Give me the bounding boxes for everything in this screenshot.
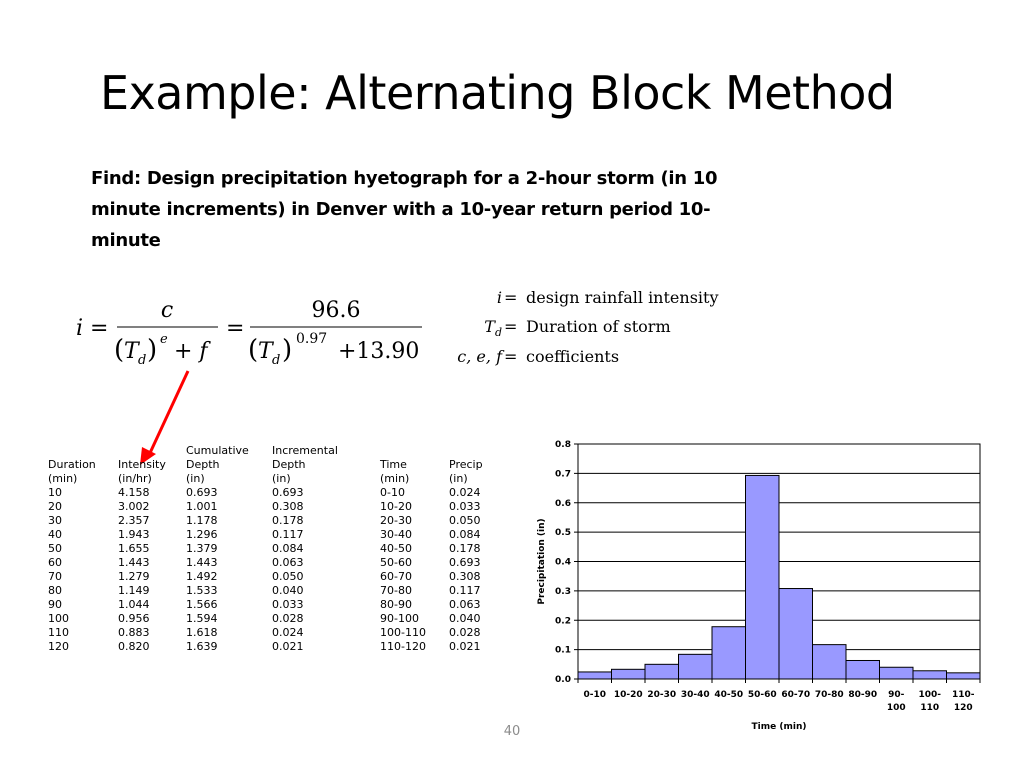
table-cell: 0.117 <box>272 528 304 541</box>
table-header-cell: Precip <box>449 458 483 471</box>
table-cell: 0.063 <box>272 556 304 569</box>
eq-exponent-e: e <box>160 332 168 347</box>
table-cell: 10 <box>48 486 62 499</box>
bar <box>712 627 746 679</box>
table-cell: 0-10 <box>380 486 405 499</box>
table-cell: 0.693 <box>272 486 304 499</box>
x-tick-label: 20-30 <box>647 690 677 700</box>
table-cell: 0.033 <box>449 500 481 513</box>
table-column-precip <box>449 444 483 654</box>
table-cell: 0.024 <box>449 486 481 499</box>
x-tick-label: 50-60 <box>747 690 777 700</box>
table-header-cell <box>118 444 166 458</box>
arrow-shaft <box>150 371 188 453</box>
table-header-cell <box>380 444 426 458</box>
table-header-cell: Intensity <box>118 458 166 471</box>
bar <box>913 671 947 679</box>
table-cell: 3.002 <box>118 500 150 513</box>
definition-row <box>440 317 760 341</box>
table-cell: 0.820 <box>118 640 150 653</box>
y-axis-title: Precipitation (in) <box>537 518 547 605</box>
table-cell: 0.308 <box>272 500 304 513</box>
table-column-incremental-depth <box>272 444 338 654</box>
table-cell: 0.021 <box>272 640 304 653</box>
table-cell: 0.693 <box>186 486 218 499</box>
table-header-cell <box>449 444 483 458</box>
x-tick-label: 90- <box>888 690 905 700</box>
table-header-cell: (min) <box>48 472 78 485</box>
table-cell: 50-60 <box>380 556 412 569</box>
table-cell: 1.639 <box>186 640 218 653</box>
x-tick-label: 110 <box>920 703 940 713</box>
eq-equals-1: = <box>90 316 109 341</box>
bar <box>578 672 612 679</box>
table-cell: 1.296 <box>186 528 218 541</box>
table-cell: 0.308 <box>449 570 481 583</box>
table-cell: 2.357 <box>118 514 150 527</box>
table-header-cell: Incremental <box>272 444 338 457</box>
eq-td-1: T <box>124 339 139 364</box>
table-cell: 80 <box>48 584 62 597</box>
bar <box>679 654 713 679</box>
x-tick-label: 0-10 <box>583 690 607 700</box>
table-cell: 1.594 <box>186 612 218 625</box>
definition-symbol: i <box>496 288 502 307</box>
eq-numerator-c: c <box>160 298 174 323</box>
table-cell: 10-20 <box>380 500 412 513</box>
definition-equals: = <box>504 288 518 307</box>
definition-row <box>440 347 760 371</box>
definition-symbol: c, e, f <box>457 347 502 366</box>
table-cell: 1.379 <box>186 542 218 555</box>
table-header-cell: Depth <box>272 458 306 471</box>
y-tick-label: 0.3 <box>555 586 571 597</box>
eq-exponent-097: 0.97 <box>296 331 328 347</box>
table-cell: 1.533 <box>186 584 218 597</box>
table-cell: 1.279 <box>118 570 150 583</box>
table-cell: 0.883 <box>118 626 150 639</box>
y-tick-label: 0.1 <box>555 645 571 656</box>
table-cell: 1.443 <box>186 556 218 569</box>
definition-symbol <box>484 317 502 339</box>
bar <box>813 645 847 679</box>
table-header-cell: Cumulative <box>186 444 249 457</box>
eq-lhs-i: i <box>76 316 84 341</box>
eq-paren-open-1: ( <box>114 335 125 365</box>
table-cell: 30 <box>48 514 62 527</box>
x-tick-label: 110- <box>951 690 975 700</box>
table-cell: 0.028 <box>449 626 481 639</box>
x-tick-label: 30-40 <box>680 690 710 700</box>
table-header-cell <box>48 444 96 458</box>
eq-td-sub-2: d <box>272 353 281 368</box>
table-cell: 0.956 <box>118 612 150 625</box>
table-cell: 0.693 <box>449 556 481 569</box>
y-tick-label: 0.7 <box>555 469 571 480</box>
eq-plus-constant: +13.90 <box>338 339 420 364</box>
bar <box>746 475 780 679</box>
table-cell: 0.084 <box>272 542 304 555</box>
x-tick-label: 10-20 <box>613 690 643 700</box>
table-cell: 1.149 <box>118 584 150 597</box>
x-tick-label: 60-70 <box>781 690 811 700</box>
table-header-cell: (min) <box>380 472 410 485</box>
table-cell: 0.178 <box>449 542 481 555</box>
table-header-cell: (in/hr) <box>118 472 152 485</box>
definition-symbol-sub: d <box>494 326 502 340</box>
table-cell: 60 <box>48 556 62 569</box>
definition-text: coefficients <box>526 347 620 366</box>
table-cell: 110 <box>48 626 69 639</box>
y-tick-label: 0.2 <box>555 616 571 627</box>
x-tick-label: 100 <box>886 703 906 713</box>
table-cell: 30-40 <box>380 528 412 541</box>
eq-paren-close-2: ) <box>282 335 293 365</box>
y-tick-label: 0.0 <box>555 675 571 685</box>
table-cell: 0.033 <box>272 598 304 611</box>
table-cell: 40 <box>48 528 62 541</box>
y-tick-label: 0.4 <box>555 557 571 568</box>
table-header-cell: (in) <box>272 472 291 485</box>
bar <box>645 664 679 679</box>
table-header-cell: Time <box>380 458 407 471</box>
intensity-equation <box>70 290 440 370</box>
table-cell: 70-80 <box>380 584 412 597</box>
y-tick-label: 0.5 <box>555 528 571 539</box>
table-cell: 50 <box>48 542 62 555</box>
hyetograph-chart <box>530 436 990 736</box>
table-column-time <box>380 444 426 654</box>
table-cell: 1.655 <box>118 542 150 555</box>
x-axis-title: Time (min) <box>751 722 807 732</box>
slide-title: Example: Alternating Block Method <box>100 66 895 120</box>
table-cell: 0.050 <box>449 514 481 527</box>
bar <box>779 589 813 679</box>
table-cell: 0.117 <box>449 584 481 597</box>
bar <box>880 667 914 679</box>
table-cell: 0.040 <box>449 612 481 625</box>
table-column-duration <box>48 444 96 654</box>
table-cell: 0.178 <box>272 514 304 527</box>
table-column-cumulative-depth <box>186 444 249 654</box>
eq-td-2: T <box>258 339 273 364</box>
definition-row <box>440 288 760 312</box>
definition-text: design rainfall intensity <box>526 288 719 307</box>
table-header-cell: Duration <box>48 458 96 471</box>
eq-paren-open-2: ( <box>248 335 259 365</box>
table-cell: 1.178 <box>186 514 218 527</box>
x-tick-label: 70-80 <box>814 690 844 700</box>
table-cell: 1.492 <box>186 570 218 583</box>
bar <box>612 669 646 679</box>
table-header-cell: (in) <box>449 472 468 485</box>
table-cell: 0.063 <box>449 598 481 611</box>
table-cell: 100 <box>48 612 69 625</box>
definition-equals: = <box>504 317 518 336</box>
table-cell: 0.024 <box>272 626 304 639</box>
table-cell: 0.028 <box>272 612 304 625</box>
bar <box>947 673 981 679</box>
definition-text: Duration of storm <box>526 317 671 336</box>
x-tick-label: 120 <box>953 703 973 713</box>
table-cell: 40-50 <box>380 542 412 555</box>
bar <box>846 660 880 679</box>
definition-symbol-main: T <box>484 317 495 336</box>
table-cell: 1.443 <box>118 556 150 569</box>
table-cell: 20-30 <box>380 514 412 527</box>
eq-numerator-96: 96.6 <box>311 298 361 323</box>
x-tick-label: 80-90 <box>848 690 878 700</box>
x-tick-label: 100- <box>918 690 942 700</box>
table-cell: 0.050 <box>272 570 304 583</box>
eq-equals-2: = <box>226 316 245 341</box>
table-cell: 90 <box>48 598 62 611</box>
table-cell: 20 <box>48 500 62 513</box>
table-cell: 0.021 <box>449 640 481 653</box>
table-header-cell: Depth <box>186 458 220 471</box>
eq-plus-f: + f <box>174 339 208 364</box>
table-cell: 1.618 <box>186 626 218 639</box>
y-tick-label: 0.6 <box>555 498 571 509</box>
table-cell: 4.158 <box>118 486 150 499</box>
table-cell: 1.044 <box>118 598 150 611</box>
eq-td-sub-1: d <box>138 353 147 368</box>
table-header-cell: (in) <box>186 472 205 485</box>
table-cell: 60-70 <box>380 570 412 583</box>
table-cell: 1.001 <box>186 500 218 513</box>
table-cell: 110-120 <box>380 640 426 653</box>
page-number: 40 <box>503 724 521 739</box>
table-cell: 70 <box>48 570 62 583</box>
table-cell: 1.943 <box>118 528 150 541</box>
table-cell: 0.040 <box>272 584 304 597</box>
problem-statement: Find: Design precipitation hyetograph for a 2-hour storm (in 10 minute increments) in Denver with a 10-year return period 10-minute <box>91 168 718 251</box>
table-cell: 100-110 <box>380 626 426 639</box>
table-cell: 90-100 <box>380 612 419 625</box>
table-column-intensity <box>118 444 166 654</box>
table-cell: 120 <box>48 640 69 653</box>
x-tick-label: 40-50 <box>714 690 744 700</box>
y-tick-label: 0.8 <box>555 440 571 450</box>
table-cell: 0.084 <box>449 528 481 541</box>
table-cell: 80-90 <box>380 598 412 611</box>
eq-paren-close-1: ) <box>147 335 158 365</box>
definition-equals: = <box>504 347 518 366</box>
table-cell: 1.566 <box>186 598 218 611</box>
